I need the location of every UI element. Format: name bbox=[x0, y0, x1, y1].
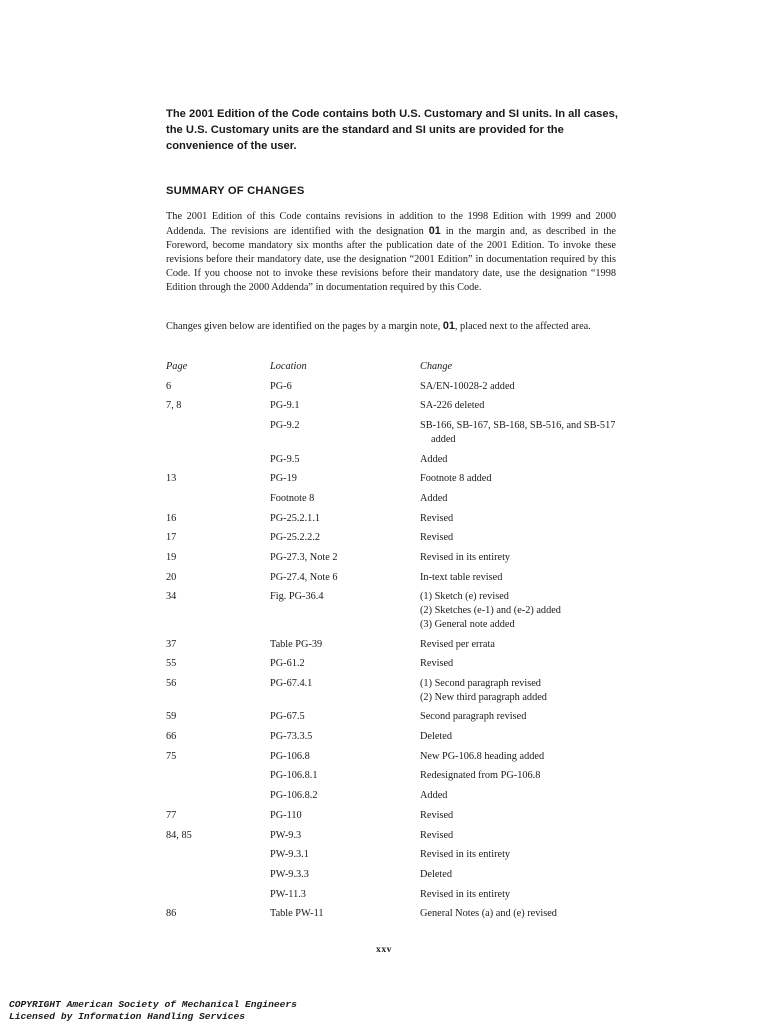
table-row bbox=[166, 809, 618, 823]
row-location: PW-9.3 bbox=[270, 829, 302, 841]
row-change bbox=[420, 492, 618, 506]
row-location: PG-6 bbox=[270, 380, 292, 392]
row-change bbox=[420, 399, 618, 413]
row-page: 6 bbox=[166, 380, 172, 392]
table-row bbox=[166, 677, 618, 704]
table-row bbox=[166, 730, 618, 744]
change-line: New PG-106.8 heading added bbox=[420, 750, 545, 762]
row-change bbox=[420, 531, 618, 545]
row-location: PG-25.2.2.2 bbox=[270, 532, 321, 544]
change-line: (2) New third paragraph added bbox=[420, 691, 547, 703]
change-line: General Notes (a) and (e) revised bbox=[420, 908, 557, 920]
row-change bbox=[420, 638, 618, 652]
intro-text-end: in the margin and, as described in the Foreword, become mandatory six months after the publication date of the 2001 Edition. To invoke these revisions before their mandatory date, use the designation “2001 Edition” in documentation required by this Code. If you choose not to invoke these revisions before their mandatory date, use the designation “1998 Edition through the 2000 Addenda” in documentation required by this Code. bbox=[166, 226, 616, 294]
summary-intro bbox=[166, 210, 616, 296]
table-row bbox=[166, 551, 618, 565]
row-page bbox=[166, 789, 270, 803]
row-change bbox=[420, 710, 618, 724]
change-line: Footnote 8 added bbox=[420, 473, 492, 485]
row-location: Table PW-11 bbox=[270, 908, 324, 920]
table-header bbox=[166, 360, 618, 374]
change-line: (1) Second paragraph revised bbox=[420, 677, 541, 689]
row-page: 19 bbox=[166, 552, 177, 564]
row-page bbox=[166, 419, 270, 446]
row-change bbox=[420, 868, 618, 882]
copyright-notice bbox=[9, 999, 297, 1023]
row-change bbox=[420, 590, 618, 631]
row-location: PG-61.2 bbox=[270, 658, 305, 670]
row-change bbox=[420, 512, 618, 526]
change-line: Revised in its entirety bbox=[420, 849, 511, 861]
table-row bbox=[166, 868, 618, 882]
row-location: PG-106.8.1 bbox=[270, 770, 318, 782]
row-page: 77 bbox=[166, 809, 177, 821]
row-page bbox=[166, 888, 270, 902]
row-change bbox=[420, 677, 618, 704]
row-change bbox=[420, 829, 618, 843]
summary-heading: SUMMARY OF CHANGES bbox=[166, 185, 305, 197]
row-page: 7, 8 bbox=[166, 400, 182, 412]
row-location: PG-106.8.2 bbox=[270, 790, 318, 802]
row-change bbox=[420, 657, 618, 671]
change-line: Second paragraph revised bbox=[420, 711, 527, 723]
change-line: In-text table revised bbox=[420, 571, 503, 583]
row-change bbox=[420, 769, 618, 783]
row-change bbox=[420, 419, 618, 446]
change-line: Added bbox=[420, 453, 448, 465]
page-number: xxv bbox=[376, 944, 392, 955]
row-change bbox=[420, 888, 618, 902]
change-line: Added bbox=[420, 790, 448, 802]
row-location: PG-9.1 bbox=[270, 400, 300, 412]
row-change bbox=[420, 453, 618, 467]
change-line: SB-166, SB-167, SB-168, SB-516, and SB-517 added bbox=[420, 420, 616, 445]
table-row bbox=[166, 848, 618, 862]
header-location: Location bbox=[270, 361, 307, 372]
row-location: PG-27.4, Note 6 bbox=[270, 571, 338, 583]
note-text-start: Changes given below are identified on the pages by a margin note, bbox=[166, 321, 443, 332]
table-row bbox=[166, 571, 618, 585]
change-line: (3) General note added bbox=[420, 618, 515, 630]
row-page bbox=[166, 868, 270, 882]
change-line: Revised bbox=[420, 809, 454, 821]
header-change: Change bbox=[420, 361, 453, 372]
table-row bbox=[166, 769, 618, 783]
table-row bbox=[166, 789, 618, 803]
table-row bbox=[166, 829, 618, 843]
row-location: PG-9.5 bbox=[270, 453, 300, 465]
change-line: SA-226 deleted bbox=[420, 400, 485, 412]
change-line: Revised in its entirety bbox=[420, 552, 511, 564]
note-designation-mark: 01 bbox=[442, 320, 455, 332]
intro-text-start: The 2001 Edition of this Code contains revisions in addition to the 1998 Edition with 1999 and 2000 Addenda. The revisions are identified with the designation bbox=[166, 211, 616, 238]
change-line: Added bbox=[420, 492, 448, 504]
change-line: Revised bbox=[420, 532, 454, 544]
row-change bbox=[420, 907, 618, 921]
table-row bbox=[166, 657, 618, 671]
header-page: Page bbox=[166, 361, 188, 372]
table-row bbox=[166, 531, 618, 545]
row-change bbox=[420, 551, 618, 565]
row-location: Fig. PG-36.4 bbox=[270, 591, 324, 603]
change-line: Revised bbox=[420, 512, 454, 524]
row-location: PG-106.8 bbox=[270, 750, 310, 762]
units-notice: The 2001 Edition of the Code contains both U.S. Customary and SI units. In all cases, the U.S. Customary units are the standard and SI units are provided for the convenience of the user. bbox=[166, 108, 618, 152]
changes-table bbox=[166, 360, 618, 927]
row-change bbox=[420, 809, 618, 823]
change-line: Revised bbox=[420, 829, 454, 841]
table-row bbox=[166, 472, 618, 486]
row-page: 59 bbox=[166, 711, 177, 723]
row-page bbox=[166, 769, 270, 783]
row-page bbox=[166, 453, 270, 467]
change-line: (1) Sketch (e) revised bbox=[420, 591, 509, 603]
row-page: 55 bbox=[166, 658, 177, 670]
row-location: PG-9.2 bbox=[270, 420, 300, 432]
table-row bbox=[166, 453, 618, 467]
table-row bbox=[166, 750, 618, 764]
table-row bbox=[166, 590, 618, 631]
row-location: PG-73.3.5 bbox=[270, 731, 313, 743]
change-line: Deleted bbox=[420, 731, 453, 743]
margin-note-paragraph bbox=[166, 319, 616, 334]
row-location: PW-9.3.1 bbox=[270, 849, 309, 861]
row-location: PG-67.4.1 bbox=[270, 677, 313, 689]
row-page: 16 bbox=[166, 512, 177, 524]
table-row bbox=[166, 380, 618, 394]
row-page bbox=[166, 848, 270, 862]
row-page: 37 bbox=[166, 638, 177, 650]
table-row bbox=[166, 907, 618, 921]
designation-mark: 01 bbox=[428, 225, 441, 238]
change-line: SA/EN-10028-2 added bbox=[420, 380, 515, 392]
row-page: 86 bbox=[166, 908, 177, 920]
row-page: 56 bbox=[166, 677, 177, 689]
row-location: PG-19 bbox=[270, 473, 297, 485]
row-page: 34 bbox=[166, 591, 177, 603]
copyright-line: COPYRIGHT American Society of Mechanical Engineers bbox=[9, 999, 297, 1010]
row-location: PG-110 bbox=[270, 809, 302, 821]
change-line: Revised bbox=[420, 658, 454, 670]
change-line: Deleted bbox=[420, 868, 453, 880]
row-page: 17 bbox=[166, 532, 177, 544]
row-location: PW-11.3 bbox=[270, 888, 306, 900]
row-location: PG-67.5 bbox=[270, 711, 305, 723]
row-location: PG-25.2.1.1 bbox=[270, 512, 321, 524]
row-change bbox=[420, 789, 618, 803]
table-row bbox=[166, 888, 618, 902]
table-row bbox=[166, 492, 618, 506]
table-row bbox=[166, 638, 618, 652]
change-line: (2) Sketches (e-1) and (e-2) added bbox=[420, 605, 561, 617]
row-page: 66 bbox=[166, 731, 177, 743]
table-row bbox=[166, 512, 618, 526]
change-line: Revised in its entirety bbox=[420, 888, 511, 900]
row-change bbox=[420, 848, 618, 862]
table-body bbox=[166, 380, 618, 921]
change-line: Redesignated from PG-106.8 bbox=[420, 770, 541, 782]
table-row bbox=[166, 710, 618, 724]
table-row bbox=[166, 399, 618, 413]
row-change bbox=[420, 730, 618, 744]
row-page bbox=[166, 492, 270, 506]
table-row bbox=[166, 419, 618, 446]
row-page: 13 bbox=[166, 473, 177, 485]
row-change bbox=[420, 750, 618, 764]
row-page: 84, 85 bbox=[166, 829, 192, 841]
license-line: Licensed by Information Handling Services bbox=[9, 1011, 246, 1022]
note-text-end: , placed next to the affected area. bbox=[454, 321, 591, 332]
row-location: PG-27.3, Note 2 bbox=[270, 552, 338, 564]
row-change bbox=[420, 472, 618, 486]
row-change bbox=[420, 380, 618, 394]
row-page: 75 bbox=[166, 750, 177, 762]
row-page: 20 bbox=[166, 571, 177, 583]
row-location: PW-9.3.3 bbox=[270, 868, 309, 880]
row-change bbox=[420, 571, 618, 585]
change-line: Revised per errata bbox=[420, 638, 495, 650]
row-location: Footnote 8 bbox=[270, 492, 315, 504]
row-location: Table PG-39 bbox=[270, 638, 323, 650]
